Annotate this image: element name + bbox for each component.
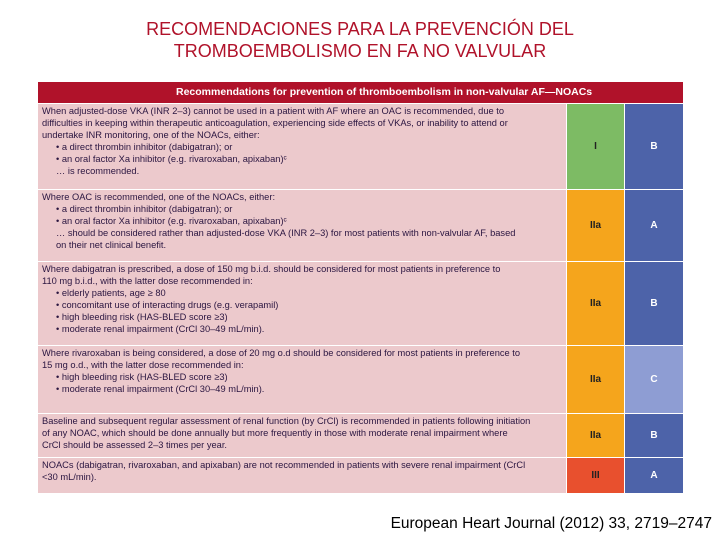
level-cell: C [624, 346, 683, 413]
recommendation-line: • a direct thrombin inhibitor (dabigatran); or [56, 203, 233, 214]
recommendation-line: on their net clinical benefit. [56, 239, 167, 250]
recommendation-text [38, 414, 566, 457]
recommendation-line: • concomitant use of interacting drugs (e.g. verapamil) [56, 299, 279, 310]
slide-title-line-1: RECOMENDACIONES PARA LA PREVENCIÓN DEL [146, 19, 574, 39]
class-cell: IIa [566, 346, 624, 413]
recommendations-table [38, 82, 683, 505]
recommendation-line: Where dabigatran is prescribed, a dose of 150 mg b.i.d. should be considered for most patients in preference to [42, 264, 501, 274]
table-row [38, 103, 683, 189]
recommendation-text [38, 262, 566, 345]
recommendation-line: undertake INR monitoring, one of the NOACs, either: [42, 129, 260, 140]
recommendation-line: • elderly patients, age ≥ 80 [56, 287, 166, 298]
slide-title [0, 18, 720, 62]
recommendation-line: • moderate renal impairment (CrCl 30–49 mL/min). [56, 383, 265, 394]
recommendation-line: difficulties in keeping within therapeutic anticoagulation, experiencing side effects of VKAs, or inability to attend or [42, 117, 508, 128]
recommendation-line: • an oral factor Xa inhibitor (e.g. rivaroxaban, apixaban)ᶜ [56, 153, 287, 164]
level-cell: B [624, 414, 683, 457]
class-cell: III [566, 458, 624, 493]
recommendation-line: • moderate renal impairment (CrCl 30–49 mL/min). [56, 323, 265, 334]
recommendation-line: NOACs (dabigatran, rivaroxaban, and apixaban) are not recommended in patients with severe renal impairment (CrCl [42, 460, 526, 470]
recommendation-line: Where rivaroxaban is being considered, a dose of 20 mg o.d should be considered for most patients in preference to [42, 348, 521, 358]
table-row [38, 261, 683, 345]
level-cell: B [624, 262, 683, 345]
recommendation-text [38, 458, 566, 493]
recommendation-line: 110 mg b.i.d., with the latter dose recommended in: [42, 275, 253, 286]
level-cell: A [624, 458, 683, 493]
table-row [38, 413, 683, 457]
table-body [38, 103, 683, 493]
recommendation-line: … should be considered rather than adjusted-dose VKA (INR 2–3) for most patients with non-valvular AF, based [56, 227, 516, 238]
recommendation-line: Where OAC is recommended, one of the NOACs, either: [42, 192, 276, 202]
recommendation-text [38, 346, 566, 413]
recommendation-line: When adjusted-dose VKA (INR 2–3) cannot be used in a patient with AF where an OAC is recommended, due to [42, 106, 505, 116]
class-cell: I [566, 104, 624, 189]
recommendation-line: CrCl should be assessed 2–3 times per year. [42, 439, 227, 450]
slide-title-line-2: TROMBOEMBOLISMO EN FA NO VALVULAR [173, 41, 547, 61]
recommendation-line: Baseline and subsequent regular assessment of renal function (by CrCl) is recommended in patients following initiation [42, 416, 531, 426]
recommendation-text [38, 104, 566, 189]
class-cell: IIa [566, 190, 624, 261]
class-cell: IIa [566, 414, 624, 457]
table-row [38, 189, 683, 261]
table-row [38, 345, 683, 413]
recommendation-line: • an oral factor Xa inhibitor (e.g. rivaroxaban, apixaban)ᶜ [56, 215, 287, 226]
recommendation-line: • a direct thrombin inhibitor (dabigatran); or [56, 141, 233, 152]
citation: European Heart Journal (2012) 33, 2719–2747 [390, 515, 712, 532]
recommendation-line: 15 mg o.d., with the latter dose recommended in: [42, 359, 244, 370]
recommendation-text [38, 190, 566, 261]
table-header: Recommendations for prevention of thromboembolism in non-valvular AF—NOACs [38, 82, 683, 103]
level-cell: B [624, 104, 683, 189]
recommendation-line: • high bleeding risk (HAS-BLED score ≥3) [56, 371, 228, 382]
class-cell: IIa [566, 262, 624, 345]
recommendation-line: • high bleeding risk (HAS-BLED score ≥3) [56, 311, 228, 322]
recommendation-line: … is recommended. [56, 165, 140, 176]
recommendation-line: <30 mL/min). [42, 471, 97, 482]
table-row [38, 457, 683, 493]
level-cell: A [624, 190, 683, 261]
recommendation-line: of any NOAC, which should be done annually but more frequently in those with moderate renal impairment where [42, 427, 508, 438]
